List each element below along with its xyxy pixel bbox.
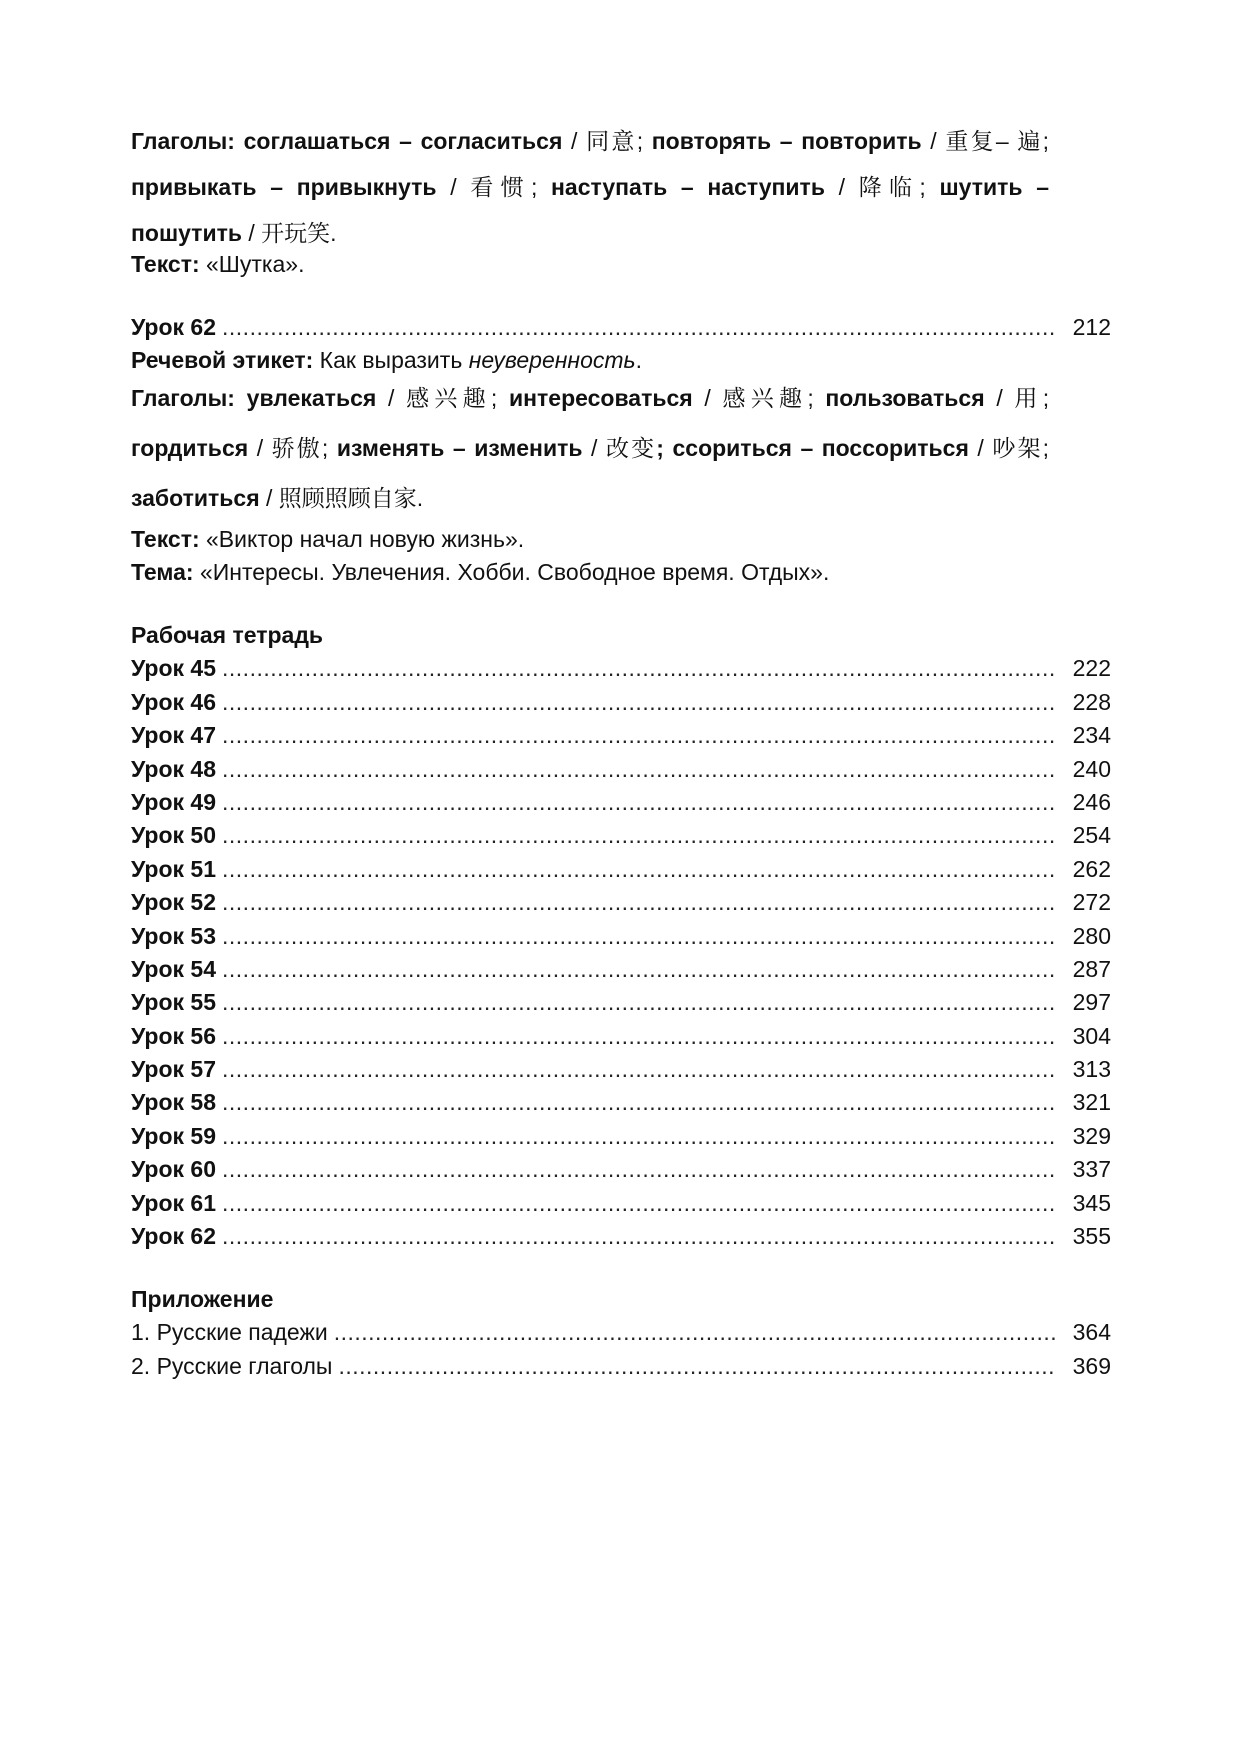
toc-dots [222,1020,1055,1053]
toc-row[interactable] [131,819,1111,852]
toc-label: Урок 62 [131,1223,217,1250]
toc-page-number: 222 [1072,655,1111,682]
toc-label: Урок 58 [131,1089,217,1116]
toc-label: Урок 50 [131,822,217,849]
toc-page-number: 234 [1072,722,1111,749]
toc-page-number: 272 [1072,889,1111,916]
toc-label: Урок 60 [131,1156,217,1183]
toc-page-number: 212 [1072,314,1111,340]
toc-row[interactable] [131,1316,1111,1349]
toc-page-number: 287 [1072,955,1111,982]
toc-dots [222,753,1055,786]
toc-label: Урок 48 [131,755,217,782]
toc-label: Урок 59 [131,1122,217,1149]
workbook-list [131,652,1111,1253]
toc-page-number: 228 [1072,688,1111,715]
toc-row[interactable] [131,1053,1111,1086]
toc-row[interactable] [131,786,1111,819]
toc-page-number: 240 [1072,755,1111,782]
toc-row[interactable] [131,986,1111,1019]
toc-row-lesson62[interactable] [131,311,1111,344]
toc-label: Урок 57 [131,1056,217,1083]
toc-row[interactable] [131,853,1111,886]
lesson61-verbs: Глаголы: соглашаться – согласиться / 同意; повторять – повторить / 重复– 遍; привыкать – привыкнуть / 看惯; наступать – наступить / 降临; шутить – пошутить / 开玩笑. [131,128,1050,246]
lesson62-theme: Тема: «Интересы. Увлечения. Хобби. Свободное время. Отдых». [131,559,830,586]
toc-page-number: 337 [1072,1156,1111,1183]
toc-row[interactable] [131,1120,1111,1153]
toc-page-number: 304 [1072,1022,1111,1049]
lesson62-etiquette: Речевой этикет: Как выразить неуверенность. [131,347,643,374]
toc-dots [222,1220,1055,1253]
toc-dots [222,719,1055,752]
toc-label: Урок 51 [131,855,217,882]
toc-page-number: 262 [1072,855,1111,882]
toc-dots [222,1053,1055,1086]
toc-page-number: 297 [1072,989,1111,1016]
toc-row[interactable] [131,1220,1111,1253]
toc-label: Урок 55 [131,989,217,1016]
toc-row[interactable] [131,1350,1111,1383]
toc-page-number: 345 [1072,1189,1111,1216]
toc-page-number: 355 [1072,1223,1111,1250]
toc-row[interactable] [131,1086,1111,1119]
toc-dots [338,1350,1055,1383]
toc-label: Урок 49 [131,788,217,815]
toc-label: 1. Русские падежи [131,1319,328,1346]
toc-row[interactable] [131,686,1111,719]
toc-row[interactable] [131,652,1111,685]
toc-dots [222,652,1055,685]
toc-page-number: 321 [1072,1089,1111,1116]
toc-row[interactable] [131,1187,1111,1220]
toc-dots [222,886,1055,919]
lesson62-text: Текст: «Виктор начал новую жизнь». [131,526,525,553]
toc-dots [222,1086,1055,1119]
lesson62-verbs: Глаголы: увлекаться / 感兴趣; интересоваться / 感兴趣; пользоваться / 用; гордиться / 骄傲; изменять – изменить / 改变; ссориться – поссориться / 吵架; заботиться / 照顾照顾自家. [131,385,1050,512]
toc-label: Урок 45 [131,655,217,682]
toc-dots [222,920,1055,953]
toc-label: Урок 61 [131,1189,217,1216]
appendix-list [131,1316,1111,1383]
toc-row[interactable] [131,920,1111,953]
toc-label: Урок 46 [131,688,217,715]
toc-row[interactable] [131,886,1111,919]
toc-page-number: 254 [1072,822,1111,849]
workbook-heading: Рабочая тетрадь [131,622,324,649]
toc-page-number: 313 [1072,1056,1111,1083]
toc-row[interactable] [131,953,1111,986]
toc-page-number: 280 [1072,922,1111,949]
toc-row[interactable] [131,753,1111,786]
toc-label: Урок 47 [131,722,217,749]
toc-label: Урок 54 [131,955,217,982]
toc-dots [222,1153,1055,1186]
toc-dots [222,786,1055,819]
toc-label: Урок 52 [131,889,217,916]
toc-page-number: 369 [1072,1352,1111,1379]
toc-dots [334,1316,1055,1349]
toc-dots [222,1120,1055,1153]
toc-dots [222,986,1055,1019]
toc-dots [222,1187,1055,1220]
toc-label: 2. Русские глаголы [131,1352,333,1379]
toc-label: Урок 62 [131,314,217,340]
toc-label: Урок 56 [131,1022,217,1049]
toc-page-number: 364 [1072,1319,1111,1346]
toc-page-number: 329 [1072,1122,1111,1149]
toc-row[interactable] [131,719,1111,752]
toc-row[interactable] [131,1020,1111,1053]
toc-dots [222,853,1055,886]
lesson61-text: Текст: «Шутка». [131,251,305,277]
toc-dots [222,686,1055,719]
toc-dots [222,311,1055,344]
toc-row[interactable] [131,1153,1111,1186]
toc-dots [222,819,1055,852]
appendix-heading: Приложение [131,1286,274,1313]
toc-page-number: 246 [1072,788,1111,815]
toc-dots [222,953,1055,986]
toc-label: Урок 53 [131,922,217,949]
toc-page [131,118,1111,1383]
